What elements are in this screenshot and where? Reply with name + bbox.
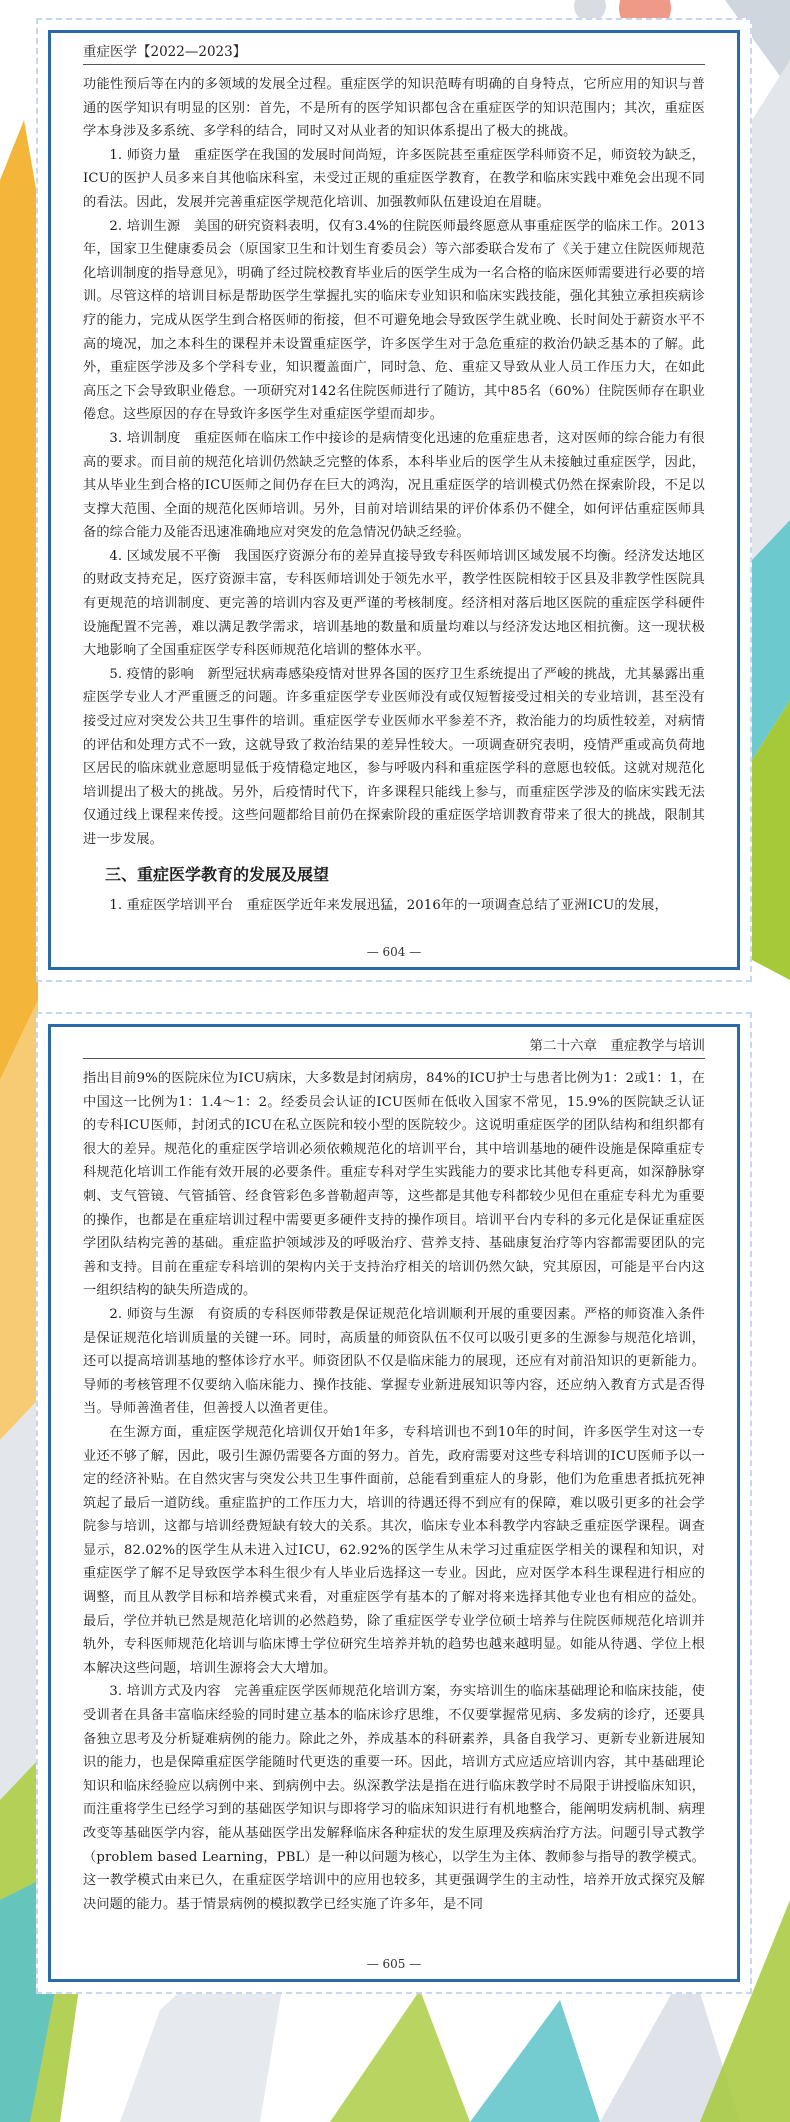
paragraph: 3. 培训制度 重症医师在临床工作中接诊的是病情变化迅速的危重症患者，这对医师的综合能力有很高的要求。而目前的规范化培训仍然缺乏完整的体系，本科毕业后的医学生从未接触过重症医学，因此，其从毕业生到合格的ICU医师之间仍存在巨大的鸿沟，况且重症医学的培训模式仍然在探索阶段，不足以支撑大范围、全面的规范化医师培训。另外，目前对培训结果的评价体系仍不健全，如何评估重症医师具备的综合能力及能否迅速准确地应对突发的危急情况仍缺乏经验。 [83, 430, 705, 541]
deco-bottom-teal-2 [470, 2000, 600, 2122]
page-604 [36, 18, 752, 982]
page-605-body [83, 1067, 705, 1916]
paragraph: 2. 培训生源 美国的研究资料表明，仅有3.4%的住院医师最终愿意从事重症医学的临床工作。2013年，国家卫生健康委员会（原国家卫生和计划生育委员会）等六部委联合发布了《关于建立住院医师规范化培训制度的指导意见》，明确了经过院校教育毕业后的医学生成为一名合格的临床医师需要进行必要的培训。尽管这样的培训目标是帮助医学生掌握扎实的临床专业知识和临床实践技能，强化其独立承担疾病诊疗的能力，完成从医学生到合格医师的衔接，但不可避免地会导致医学生就业晚、长时间处于薪资水平不高的境况，加之本科生的课程并未设置重症医学，许多医学生对于急危重症的救治仍缺乏基本的了解。此外，重症医学涉及多个学科专业，知识覆盖面广，同时急、危、重症又导致从业人员工作压力大，在如此高压之下会导致职业倦怠。一项研究对142名住院医师进行了随访，其中85名（60%）住院医师存在职业倦怠。这些原因的存在导致许多医学生对重症医学望而却步。 [83, 218, 705, 423]
section-heading: 三、重症医学教育的发展及展望 [105, 864, 330, 884]
page-605 [36, 1012, 752, 1994]
page-604-body [83, 73, 705, 917]
page-605-frame [48, 1024, 740, 1982]
deco-left-gray-lower [0, 1400, 38, 1800]
page-number: — 605 — [366, 1957, 422, 1971]
deco-orange-band [0, 120, 38, 1080]
paragraph: 功能性预后等在内的多领域的发展全过程。重症医学的知识范畴有明确的自身特点，它所应用的知识与普通的医学知识有明显的区别：首先，不是所有的医学知识都包含在重症医学的知识范围内；其次，重症医学本身涉及多系统、多学科的结合，同时又对从业者的知识体系提出了极大的挑战。 [83, 77, 705, 140]
page-number: — 604 — [366, 945, 422, 959]
paragraph: 5. 疫情的影响 新型冠状病毒感染疫情对世界各国的医疗卫生系统提出了严峻的挑战，尤其暴露出重症医学专业人才严重匮乏的问题。许多重症医学专业医师没有或仅短暂接受过相关的专业培训，甚至没有接受过应对突发公共卫生事件的培训。重症医学专业医师水平参差不齐，救治能力的均质性较差，对病情的评估和处理方式不一致，这就导致了救治结果的差异性较大。一项调查研究表明，疫情严重或高负荷地区居民的临床就业意愿明显低于疫情稳定地区，参与呼吸内科和重症医学科的意愿也较低。这就对规范化培训提出了极大的挑战。另外，后疫情时代下，许多课程只能线上参与，而重症医学涉及的临床实践无法仅通过线上课程来传授。这些问题都给目前仍在探索阶段的重症医学培训教育带来了很大的挑战，限制其进一步发展。 [83, 666, 705, 847]
paragraph: 1. 师资力量 重症医学在我国的发展时间尚短，许多医院甚至重症医学科师资不足，师资较为缺乏，ICU的医护人员多来自其他临床科室，未受过正规的重症医学教育，在教学和临床实践中难免会出现不同的看法。因此，发展并完善重症医学规范化培训、加强教师队伍建设迫在眉睫。 [83, 147, 705, 210]
paragraph: 4. 区域发展不平衡 我国医疗资源分布的差异直接导致专科医师培训区域发展不均衡。经济发达地区的财政支持充足，医疗资源丰富，专科医师培训处于领先水平，教学性医院相较于区县及非教学性医院具有更规范的培训制度、更完善的培训内容及更严谨的考核制度。经济相对落后地区医院的重症医学科硬件设施配置不完善，难以满足教学需求，培训基地的数量和质量均难以与经济发达地区相抗衡。这一现状极大地影响了全国重症医学专科医师规范化培训的整体水平。 [83, 548, 705, 659]
paragraph: 2. 师资与生源 有资质的专科医师带教是保证规范化培训顺利开展的重要因素。严格的师资准入条件是保证规范化培训质量的关键一环。同时，高质量的师资队伍不仅可以吸引更多的生源参与规范化培训，还可以提高培训基地的整体诊疗水平。师资团队不仅是临床能力的展现，还应有对前沿知识的更新能力。导师的考核管理不仅要纳入临床能力、操作技能、掌握专业新进展知识等内容，还应纳入教育方式是否得当。导师善渔者佳，但善授人以渔者更佳。 [83, 1306, 705, 1417]
paragraph: 在生源方面，重症医学规范化培训仅开始1年多，专科培训也不到10年的时间，许多医学生对这一专业还不够了解，因此，吸引生源仍需要各方面的努力。首先，政府需要对这些专科培训的ICU医师予以一定的经济补贴。在自然灾害与突发公共卫生事件面前，总能看到重症人的身影，他们为危重患者抵抗死神筑起了最后一道防线。重症监护的工作压力大，培训的待遇还得不到应有的保障，难以吸引更多的社会学院参与培训，这都与培训经费短缺有较大的关系。其次，临床专业本科教学内容缺乏重症医学课程。调查显示，82.02%的医学生从未进入过ICU，62.92%的医学生从未学习过重症医学相关的课程和知识，对重症医学了解不足导致医学本科生很少有人毕业后选择这一专业。因此，应对医学本科生课程进行相应的调整，而且从教学目标和培养模式来看，对重症医学有基本的了解对将来选择其他专业也有相应的益处。最后，学位并轨已然是规范化培训的必然趋势，除了重症医学专业学位硕士培养与住院医师规范化培训并轨外，专科医师规范化培训与临床博士学位研究生培养并轨的趋势也越来越明显。如能从待遇、学位上根本解决这些问题，培训生源将会大大增加。 [83, 1424, 705, 1676]
deco-bottom-green-2 [330, 1990, 470, 2122]
paragraph: 3. 培训方式及内容 完善重症医学医师规范化培训方案，夯实培训生的临床基础理论和临床技能，使受训者在具备丰富临床经验的同时建立基本的临床诊疗思维，不仅要掌握常见病、多发病的诊疗，还要具备独立思考及分析疑难病例的能力。除此之外，养成基本的科研素养，具备自我学习、更新专业新进展知识的能力，也是保障重症医学能随时代更迭的重要一环。因此，培训方式应适应培训内容，其中基础理论知识和临床经验应以病例中来、到病例中去。纵深教学法是指在进行临床教学时不局限于讲授临床知识，而注重将学生已经学习到的基础医学知识与即将学习的临床知识进行有机地整合，能阐明发病机制、病理改变等基础医学内容，能从基础医学出发解释临床各种症状的发生原理及疾病治疗方法。问题引导式教学（problem based Learning，PBL）是一种以问题为核心，以学生为主体、教师参与指导的教学模式。这一教学模式由来已久，在重症医学培训中的应用也较多，其更强调学生的主动性，培养开放式探究及解决问题的能力。基于情景病例的模拟教学已经实施了许多年，是不同 [83, 1684, 705, 1912]
deco-right-gray-wedge [752, 60, 790, 560]
page-604-frame [48, 30, 740, 970]
paragraph: 1. 重症医学培训平台 重症医学近年来发展迅猛，2016年的一项调查总结了亚洲ICU的发展， [109, 897, 668, 913]
running-head: 重症医学【2022—2023】 [83, 41, 705, 65]
paragraph: 指出目前9%的医院床位为ICU病床，大多数是封闭病房，84%的ICU护士与患者比例为1：2或1：1，在中国这一比例为1：1.4～1：2。经委员会认证的ICU医师在低收入国家不常见，15.9%的医院缺乏认证的专科ICU医师，封闭式的ICU在私立医院和较小型的医院较少。这说明重症医学的团队结构和组织都有很大的差异。规范化的重症医学培训必须依赖规范化的培训平台，其中培训基地的硬件设施是保障重症专科规范化培训工作能有效开展的必要条件。重症专科对学生实践能力的要求比其他专科更高，如深静脉穿刺、支气管镜、气管插管、经食管彩色多普勒超声等，这些都是其他专科都较少见但在重症专科尤为重要的操作，也都是在重症培训过程中需要更多硬件支持的操作项目。培训平台内专科的多元化是保证重症医学团队结构完善的基础。重症监护领域涉及的呼吸治疗、营养支持、基础康复治疗等内容都需要团队的完善和支持。目前在重症专科培训的架构内关于支持治疗相关的培训仍然欠缺，究其原因，可能是平台内这一组织结构的缺失所造成的。 [83, 1071, 705, 1299]
running-head: 第二十六章 重症教学与培训 [83, 1035, 705, 1059]
